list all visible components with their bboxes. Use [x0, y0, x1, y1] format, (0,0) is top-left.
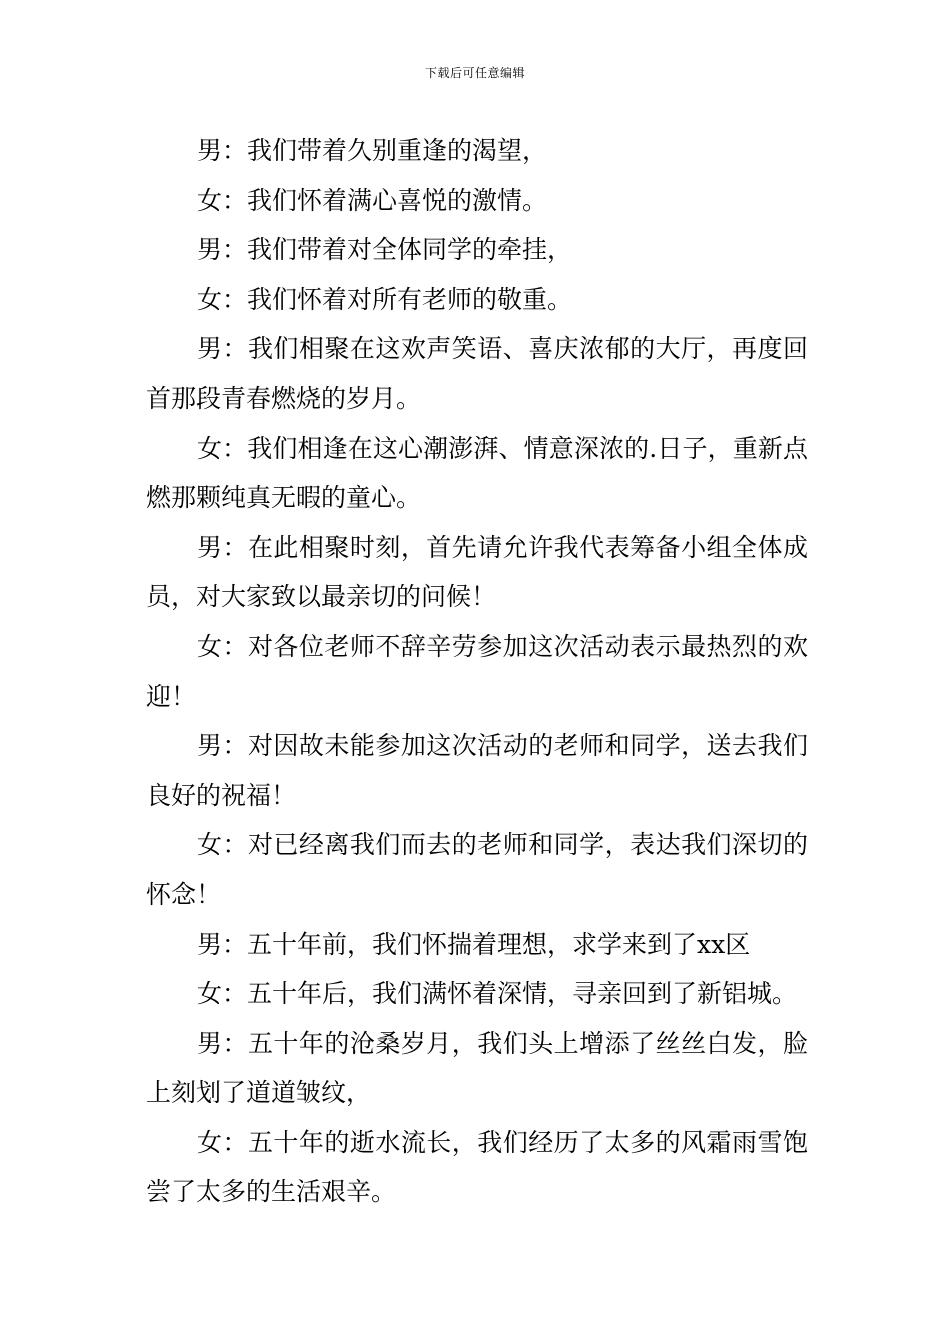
paragraph: 女：五十年的逝水流长，我们经历了太多的风霜雨雪饱尝了太多的生活艰辛。 [146, 1127, 808, 1207]
paragraph: 女：对各位老师不辞辛劳参加这次活动表示最热烈的欢迎！ [146, 631, 808, 711]
paragraph: 女：我们怀着满心喜悦的激情。 [197, 185, 548, 215]
paragraph: 女：我们相逢在这心潮澎湃、情意深浓的.日子，重新点燃那颗纯真无暇的童心。 [146, 433, 808, 513]
paragraph: 女：我们怀着对所有老师的敬重。 [197, 284, 573, 314]
paragraph: 女：五十年后，我们满怀着深情，寻亲回到了新铝城。 [197, 979, 798, 1009]
paragraph: 男：我们带着对全体同学的牵挂， [197, 235, 573, 265]
paragraph: 男：在此相聚时刻，首先请允许我代表筹备小组全体成员，对大家致以最亲切的问候！ [146, 532, 808, 612]
document-body [146, 126, 808, 1217]
paragraph: 男：我们相聚在这欢声笑语、喜庆浓郁的大厅，再度回首那段青春燃烧的岁月。 [146, 334, 808, 413]
page-header-note: 下载后可任意编辑 [424, 66, 525, 80]
paragraph: 女：对已经离我们而去的老师和同学，表达我们深切的怀念！ [146, 830, 808, 909]
paragraph: 男：五十年的沧桑岁月，我们头上增添了丝丝白发，脸上刻划了道道皱纹， [146, 1028, 808, 1108]
paragraph: 男：五十年前，我们怀揣着理想，求学来到了xx区 [197, 929, 751, 959]
paragraph: 男：对因故未能参加这次活动的老师和同学，送去我们良好的祝福！ [146, 731, 808, 810]
paragraph: 男：我们带着久别重逢的渴望， [197, 136, 548, 165]
